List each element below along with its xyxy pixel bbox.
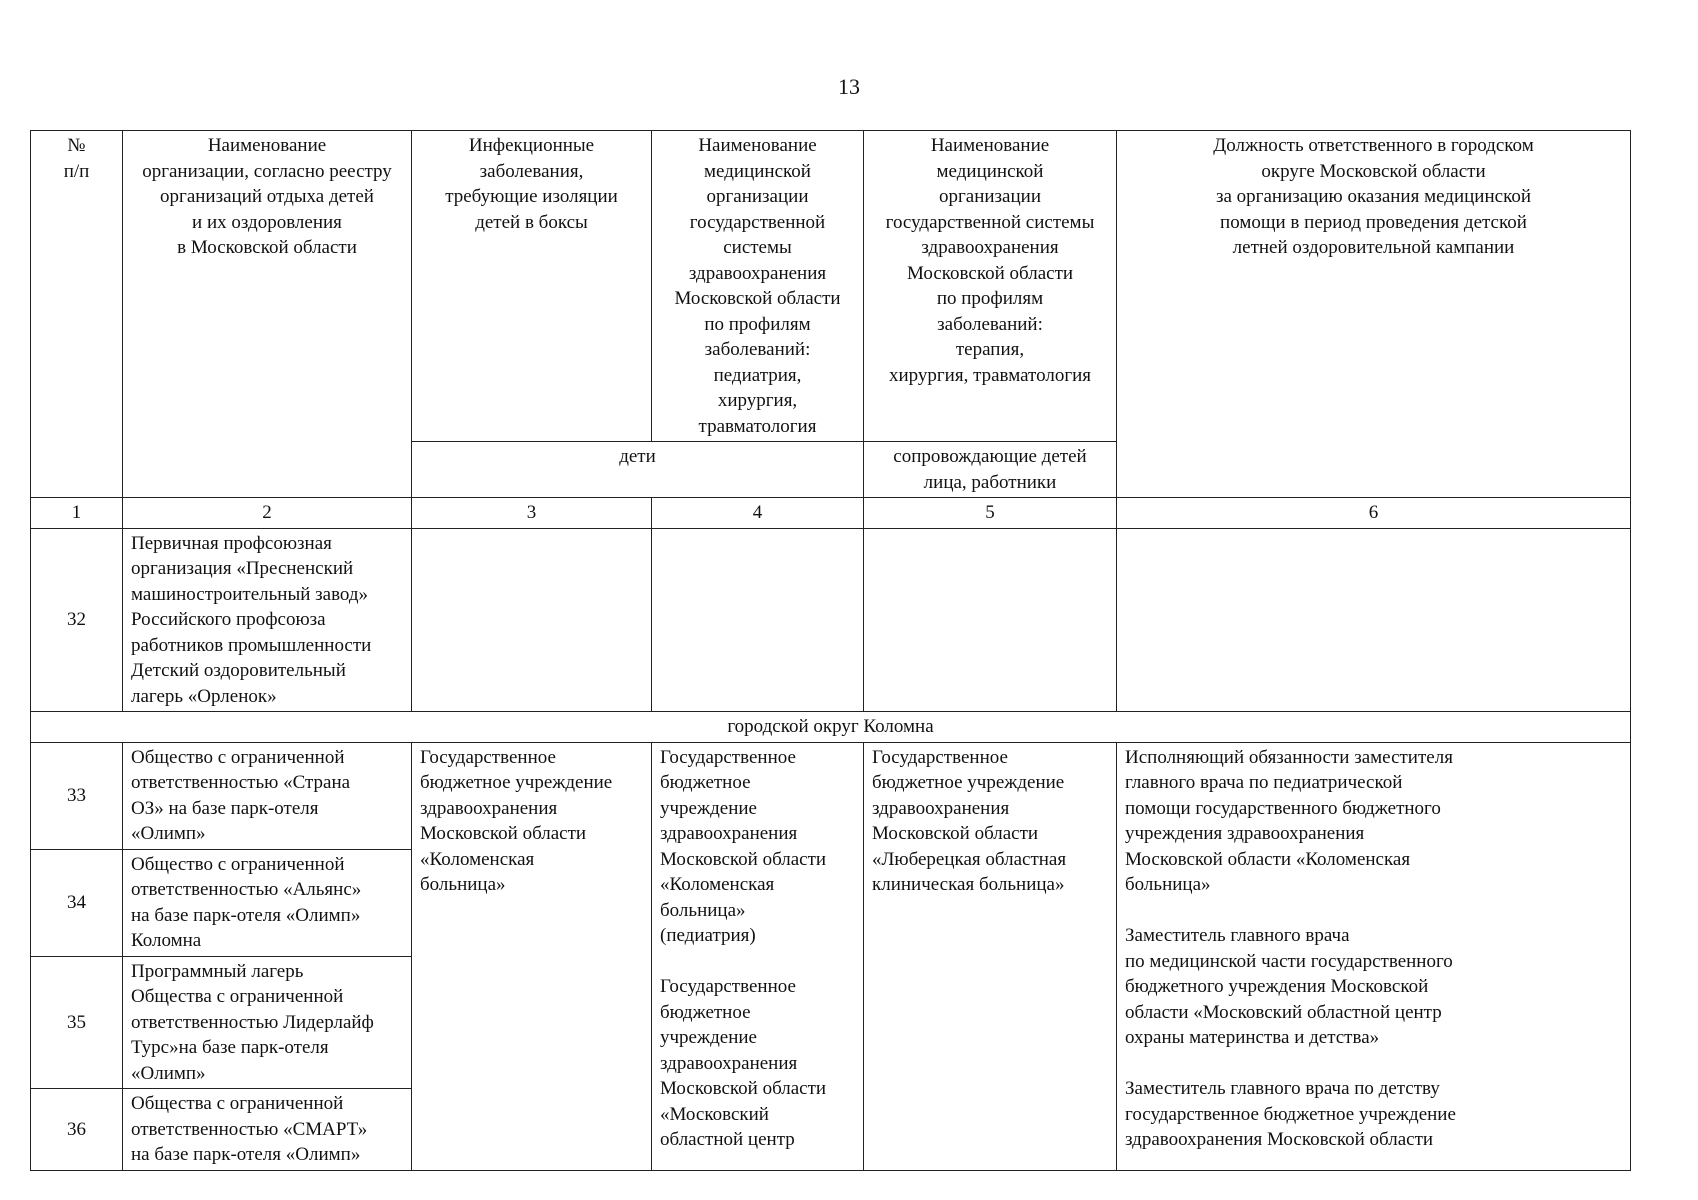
column-number: 4 bbox=[652, 498, 864, 529]
column-number: 3 bbox=[412, 498, 652, 529]
infections-org: Государственное бюджетное учреждение здравоохранения Московской области «Коломенская больница» bbox=[412, 742, 652, 1170]
therapy-org: Государственное бюджетное учреждение здравоохранения Московской области «Люберецкая областная клиническая больница» bbox=[864, 742, 1117, 1170]
header-organization: Наименование организации, согласно реестру организаций отдыха детей и их оздоровления в Московской области bbox=[123, 131, 412, 498]
organization-name: Общество с ограниченной ответственностью «Страна ОЗ» на базе парк-отеля «Олимп» bbox=[123, 742, 412, 849]
empty-cell bbox=[412, 528, 652, 712]
column-numbers-row bbox=[31, 498, 1631, 529]
empty-cell bbox=[652, 528, 864, 712]
column-number: 2 bbox=[123, 498, 412, 529]
responsible-persons: Исполняющий обязанности заместителя главного врача по педиатрической помощи государственного бюджетного учреждения здравоохранения Московской области «Коломенская больница» Заместитель главного врача по медицинской части государственного бюджетного учреждения Московской области «Московский областной центр охраны материнства и детства» Заместитель главного врача по детству государственное бюджетное учреждение здравоохранения Московской области bbox=[1117, 742, 1631, 1170]
header-infections: Инфекционные заболевания, требующие изоляции детей в боксы bbox=[412, 131, 652, 442]
row-number: 35 bbox=[31, 956, 123, 1089]
header-number: № п/п bbox=[31, 131, 123, 498]
organization-name: Общество с ограниченной ответственностью «Альянс» на базе парк-отеля «Олимп» Коломна bbox=[123, 849, 412, 956]
row-number: 36 bbox=[31, 1089, 123, 1171]
organization-name: Первичная профсоюзная организация «Пресненский машиностроительный завод» Российского профсоюза работников промышленности Детский оздоровительный лагерь «Орленок» bbox=[123, 528, 412, 712]
row-number: 34 bbox=[31, 849, 123, 956]
header-pediatric-org: Наименование медицинской организации государственной системы здравоохранения Московской области по профилям заболеваний: педиатрия, хирургия, травматология bbox=[652, 131, 864, 442]
header-responsible: Должность ответственного в городском округе Московской области за организацию оказания медицинской помощи в период проведения детской летней оздоровительной кампании bbox=[1117, 131, 1631, 498]
pediatric-org: Государственное бюджетное учреждение здравоохранения Московской области «Коломенская больница» (педиатрия) Государственное бюджетное учреждение здравоохранения Московской области «Московский областной центр bbox=[652, 742, 864, 1170]
empty-cell bbox=[864, 528, 1117, 712]
row-number: 32 bbox=[31, 528, 123, 712]
district-row bbox=[31, 712, 1631, 743]
subheader-staff: сопровождающие детей лица, работники bbox=[864, 442, 1117, 498]
table-row bbox=[31, 742, 1631, 849]
page-number: 13 bbox=[838, 74, 860, 99]
column-number: 1 bbox=[31, 498, 123, 529]
organization-name: Программный лагерь Общества с ограниченной ответственностью Лидерлайф Турс»на базе парк-отеля «Олимп» bbox=[123, 956, 412, 1089]
empty-cell bbox=[1117, 528, 1631, 712]
column-number: 5 bbox=[864, 498, 1117, 529]
row-number: 33 bbox=[31, 742, 123, 849]
camps-medical-table bbox=[30, 130, 1631, 1171]
header-row bbox=[31, 131, 1631, 442]
header-therapy-org: Наименование медицинской организации государственной системы здравоохранения Московской области по профилям заболеваний: терапия, хирургия, травматология bbox=[864, 131, 1117, 442]
table-row bbox=[31, 528, 1631, 712]
subheader-children: дети bbox=[412, 442, 864, 498]
district-title: городской округ Коломна bbox=[31, 712, 1631, 743]
column-number: 6 bbox=[1117, 498, 1631, 529]
organization-name: Общества с ограниченной ответственностью «СМАРТ» на базе парк-отеля «Олимп» bbox=[123, 1089, 412, 1171]
